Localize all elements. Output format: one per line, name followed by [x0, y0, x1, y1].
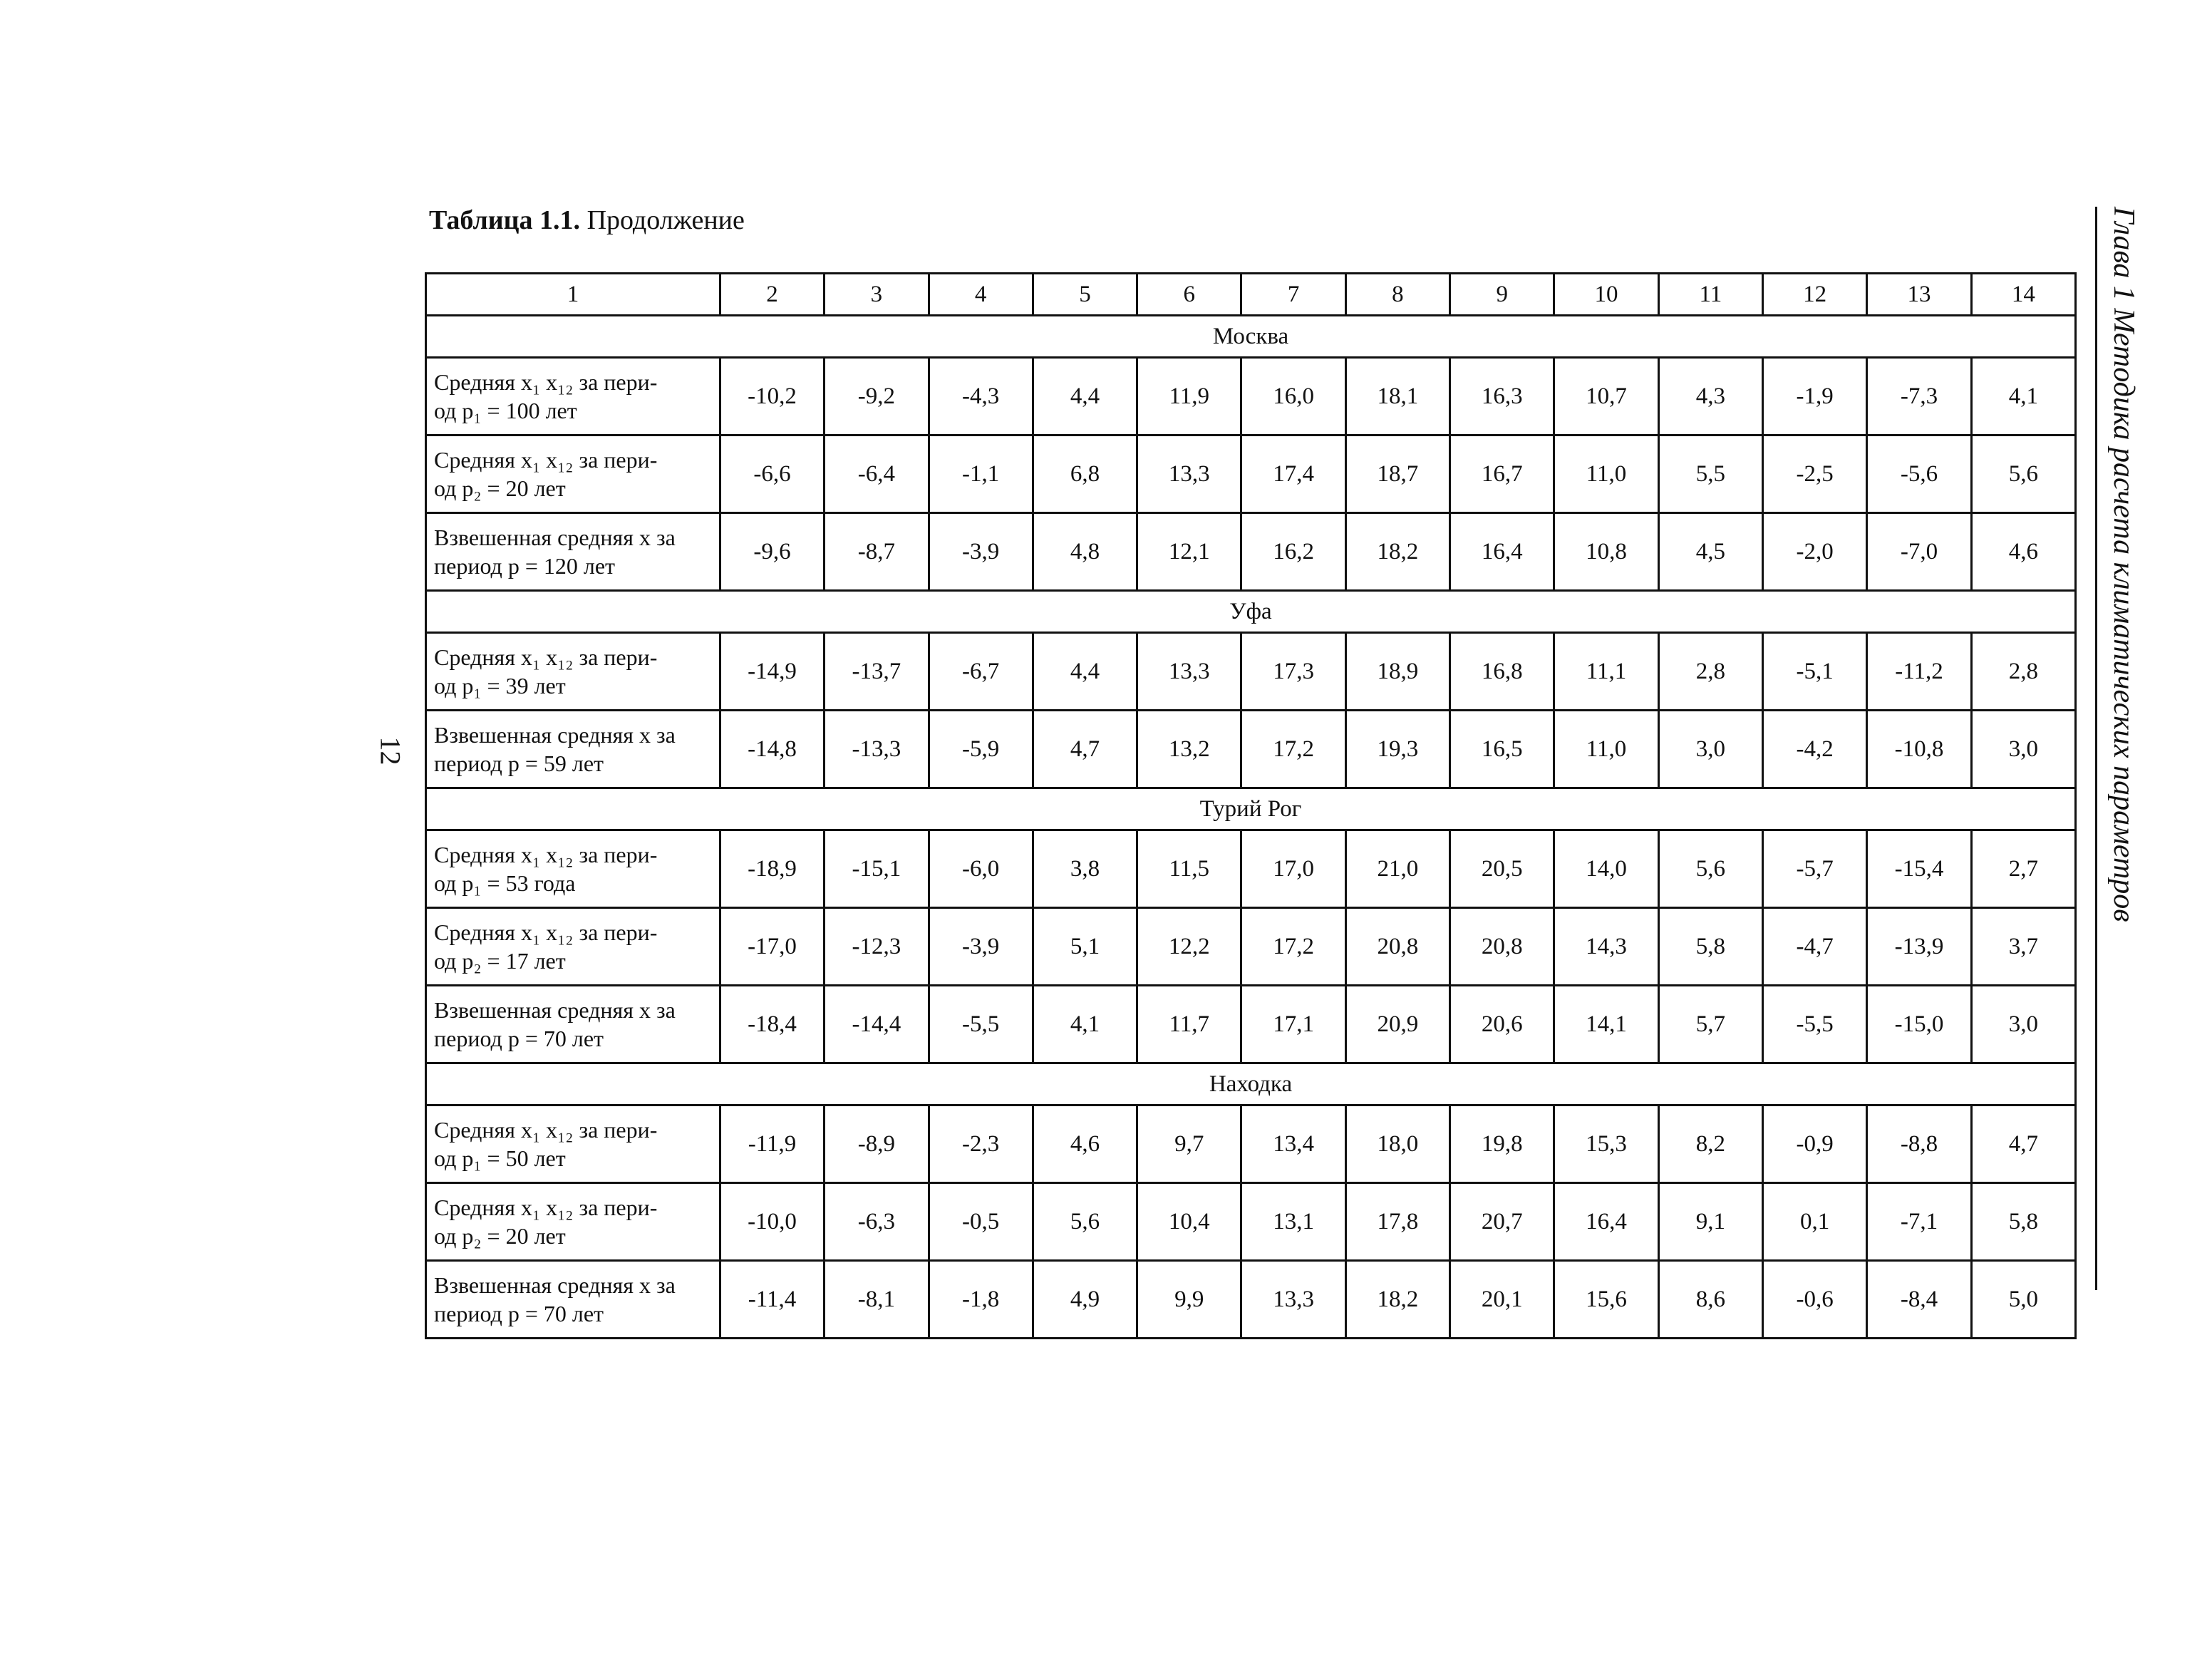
row-label-line1: Средняя x₁ x₁₂ за пери-: [434, 1195, 658, 1220]
table-cell: 4,4: [1033, 633, 1137, 711]
row-label-line2: од p₁ = 50 лет: [434, 1145, 566, 1171]
table-cell: 8,6: [1658, 1261, 1762, 1339]
table-cell: 5,6: [1971, 435, 2075, 513]
table-row: [426, 908, 2076, 986]
table-cell: 5,6: [1658, 830, 1762, 908]
group-row: [426, 1063, 2076, 1105]
table-cell: 10,8: [1554, 513, 1658, 591]
row-label-line1: Взвешенная средняя x за: [434, 722, 676, 748]
table-row: [426, 711, 2076, 788]
table-cell: 17,2: [1241, 711, 1345, 788]
table-cell: 16,3: [1450, 358, 1554, 435]
table-cell: 12,2: [1137, 908, 1241, 986]
row-label-line1: Взвешенная средняя x за: [434, 525, 676, 550]
table-cell: 5,5: [1658, 435, 1762, 513]
column-header-3: 3: [825, 274, 929, 316]
table-cell: 2,8: [1971, 633, 2075, 711]
table-cell: -18,4: [720, 986, 824, 1063]
table-cell: 3,0: [1658, 711, 1762, 788]
table-cell: 16,5: [1450, 711, 1554, 788]
table-row: [426, 1261, 2076, 1339]
table-cell: -5,6: [1867, 435, 1971, 513]
table-cell: 5,8: [1658, 908, 1762, 986]
row-label: [426, 908, 720, 986]
running-head: Глава 1 Методика расчета климатических параметров: [2107, 207, 2140, 922]
table-cell: -8,9: [825, 1105, 929, 1183]
table-cell: -3,9: [929, 513, 1033, 591]
table-cell: 3,8: [1033, 830, 1137, 908]
group-row: [426, 788, 2076, 830]
group-row: [426, 316, 2076, 358]
table-cell: -4,2: [1763, 711, 1867, 788]
column-header-11: 11: [1658, 274, 1762, 316]
table-cell: -0,6: [1763, 1261, 1867, 1339]
table-row: [426, 435, 2076, 513]
table-cell: -10,0: [720, 1183, 824, 1261]
table-row: [426, 358, 2076, 435]
table-cell: 4,7: [1971, 1105, 2075, 1183]
table-cell: -13,7: [825, 633, 929, 711]
table-cell: 3,0: [1971, 986, 2075, 1063]
table-cell: 5,8: [1971, 1183, 2075, 1261]
table-row: [426, 1105, 2076, 1183]
table-cell: -10,2: [720, 358, 824, 435]
table-cell: 4,4: [1033, 358, 1137, 435]
group-title: Уфа: [426, 591, 2076, 633]
table-cell: -0,5: [929, 1183, 1033, 1261]
table-cell: -8,4: [1867, 1261, 1971, 1339]
row-label-line2: од p₁ = 39 лет: [434, 673, 566, 699]
row-label-line2: од p₁ = 53 года: [434, 870, 576, 896]
table-cell: 9,1: [1658, 1183, 1762, 1261]
table-cell: 18,9: [1345, 633, 1449, 711]
table-cell: -13,9: [1867, 908, 1971, 986]
table-caption: [429, 202, 745, 238]
table-cell: 16,0: [1241, 358, 1345, 435]
table-cell: 17,3: [1241, 633, 1345, 711]
row-label: [426, 513, 720, 591]
row-label-line2: од p₂ = 20 лет: [434, 1223, 566, 1249]
table-cell: 0,1: [1763, 1183, 1867, 1261]
table-cell: 10,7: [1554, 358, 1658, 435]
table-cell: 2,8: [1658, 633, 1762, 711]
row-label-line2: период p = 59 лет: [434, 751, 604, 776]
table-cell: 11,7: [1137, 986, 1241, 1063]
table-cell: -7,0: [1867, 513, 1971, 591]
table-cell: 16,8: [1450, 633, 1554, 711]
row-label-line2: од p₂ = 20 лет: [434, 475, 566, 501]
table-cell: -13,3: [825, 711, 929, 788]
table-cell: -1,8: [929, 1261, 1033, 1339]
table-row: [426, 986, 2076, 1063]
table-cell: -6,6: [720, 435, 824, 513]
row-label-line2: период p = 120 лет: [434, 553, 616, 579]
row-label-line2: период p = 70 лет: [434, 1301, 604, 1326]
table-cell: 13,1: [1241, 1183, 1345, 1261]
table-cell: -6,7: [929, 633, 1033, 711]
row-label: [426, 830, 720, 908]
table-cell: -5,5: [929, 986, 1033, 1063]
table-cell: 20,9: [1345, 986, 1449, 1063]
column-header-5: 5: [1033, 274, 1137, 316]
table-cell: 16,4: [1450, 513, 1554, 591]
table-cell: 15,6: [1554, 1261, 1658, 1339]
table-cell: -4,3: [929, 358, 1033, 435]
group-row: [426, 591, 2076, 633]
row-label-line1: Средняя x₁ x₁₂ за пери-: [434, 447, 658, 473]
table-cell: -5,1: [1763, 633, 1867, 711]
climate-table: [425, 272, 2077, 1339]
table-cell: 14,1: [1554, 986, 1658, 1063]
table-cell: 11,1: [1554, 633, 1658, 711]
table-cell: -9,2: [825, 358, 929, 435]
group-title: Москва: [426, 316, 2076, 358]
table-cell: 11,0: [1554, 435, 1658, 513]
row-label-line1: Взвешенная средняя x за: [434, 1272, 676, 1298]
row-label-line1: Средняя x₁ x₁₂ за пери-: [434, 369, 658, 395]
table-cell: 21,0: [1345, 830, 1449, 908]
table-cell: -1,9: [1763, 358, 1867, 435]
table-cell: 13,2: [1137, 711, 1241, 788]
table-caption-text: Продолжение: [580, 205, 745, 235]
table-cell: -7,3: [1867, 358, 1971, 435]
table-cell: 15,3: [1554, 1105, 1658, 1183]
row-label: [426, 1261, 720, 1339]
page-number: 12: [374, 736, 407, 766]
table-cell: 12,1: [1137, 513, 1241, 591]
column-header-7: 7: [1241, 274, 1345, 316]
table-cell: 20,6: [1450, 986, 1554, 1063]
table-cell: 4,5: [1658, 513, 1762, 591]
row-label-line1: Средняя x₁ x₁₂ за пери-: [434, 842, 658, 867]
table-cell: 10,4: [1137, 1183, 1241, 1261]
table-cell: 17,2: [1241, 908, 1345, 986]
table-cell: 16,7: [1450, 435, 1554, 513]
row-label: [426, 1183, 720, 1261]
table-cell: 8,2: [1658, 1105, 1762, 1183]
table-cell: 3,7: [1971, 908, 2075, 986]
table-row: [426, 830, 2076, 908]
table-cell: 13,4: [1241, 1105, 1345, 1183]
table-row: [426, 633, 2076, 711]
column-header-2: 2: [720, 274, 824, 316]
row-label-line1: Средняя x₁ x₁₂ за пери-: [434, 919, 658, 945]
table-cell: -14,4: [825, 986, 929, 1063]
row-label-line1: Средняя x₁ x₁₂ за пери-: [434, 644, 658, 670]
table-cell: 4,9: [1033, 1261, 1137, 1339]
table-cell: -12,3: [825, 908, 929, 986]
table-row: [426, 513, 2076, 591]
row-label-line2: период p = 70 лет: [434, 1026, 604, 1051]
table-cell: 19,8: [1450, 1105, 1554, 1183]
table-cell: -2,3: [929, 1105, 1033, 1183]
table-cell: 20,8: [1345, 908, 1449, 986]
table-cell: -9,6: [720, 513, 824, 591]
table-cell: 14,0: [1554, 830, 1658, 908]
table-cell: 5,7: [1658, 986, 1762, 1063]
table-cell: 20,7: [1450, 1183, 1554, 1261]
group-title: Находка: [426, 1063, 2076, 1105]
table-header-row: [426, 274, 2076, 316]
table-cell: 4,8: [1033, 513, 1137, 591]
column-header-10: 10: [1554, 274, 1658, 316]
row-label-line1: Взвешенная средняя x за: [434, 997, 676, 1023]
table-cell: 18,2: [1345, 513, 1449, 591]
table-cell: -3,9: [929, 908, 1033, 986]
table-cell: -8,8: [1867, 1105, 1971, 1183]
table-cell: 4,6: [1971, 513, 2075, 591]
table-cell: 18,2: [1345, 1261, 1449, 1339]
table-row: [426, 1183, 2076, 1261]
table-cell: 5,6: [1033, 1183, 1137, 1261]
table-body: [426, 316, 2076, 1339]
table-cell: 4,7: [1033, 711, 1137, 788]
table-cell: -14,8: [720, 711, 824, 788]
table-cell: 17,8: [1345, 1183, 1449, 1261]
table-cell: -14,9: [720, 633, 824, 711]
table-cell: -5,7: [1763, 830, 1867, 908]
table-cell: 17,0: [1241, 830, 1345, 908]
table-cell: -6,0: [929, 830, 1033, 908]
table-caption-number: Таблица 1.1.: [429, 205, 581, 235]
row-label: [426, 633, 720, 711]
table-cell: -6,3: [825, 1183, 929, 1261]
table-cell: -15,1: [825, 830, 929, 908]
table-cell: -15,0: [1867, 986, 1971, 1063]
table-cell: -11,9: [720, 1105, 824, 1183]
table-cell: 17,4: [1241, 435, 1345, 513]
table-cell: 6,8: [1033, 435, 1137, 513]
table-cell: -6,4: [825, 435, 929, 513]
table-cell: 11,5: [1137, 830, 1241, 908]
table-cell: 16,4: [1554, 1183, 1658, 1261]
row-label: [426, 711, 720, 788]
group-title: Турий Рог: [426, 788, 2076, 830]
table-cell: -8,1: [825, 1261, 929, 1339]
table-cell: 11,9: [1137, 358, 1241, 435]
table-cell: -11,4: [720, 1261, 824, 1339]
table-cell: 4,6: [1033, 1105, 1137, 1183]
table-cell: -15,4: [1867, 830, 1971, 908]
table-cell: 11,0: [1554, 711, 1658, 788]
column-header-1: 1: [426, 274, 720, 316]
row-label-line2: од p₂ = 17 лет: [434, 948, 566, 974]
row-label: [426, 358, 720, 435]
table-cell: 9,7: [1137, 1105, 1241, 1183]
row-label: [426, 986, 720, 1063]
table-cell: 18,7: [1345, 435, 1449, 513]
column-header-6: 6: [1137, 274, 1241, 316]
table-cell: -18,9: [720, 830, 824, 908]
table-cell: 19,3: [1345, 711, 1449, 788]
table-cell: -2,0: [1763, 513, 1867, 591]
table-cell: 13,3: [1241, 1261, 1345, 1339]
running-head-rule: [2095, 207, 2097, 1290]
column-header-4: 4: [929, 274, 1033, 316]
table-cell: 20,5: [1450, 830, 1554, 908]
table-cell: 9,9: [1137, 1261, 1241, 1339]
table-cell: -5,9: [929, 711, 1033, 788]
row-label-line2: од p₁ = 100 лет: [434, 398, 577, 423]
table-cell: 20,8: [1450, 908, 1554, 986]
column-header-9: 9: [1450, 274, 1554, 316]
table-cell: 20,1: [1450, 1261, 1554, 1339]
table-cell: -10,8: [1867, 711, 1971, 788]
table-cell: -0,9: [1763, 1105, 1867, 1183]
table-cell: 3,0: [1971, 711, 2075, 788]
table-cell: -4,7: [1763, 908, 1867, 986]
table-cell: -7,1: [1867, 1183, 1971, 1261]
column-header-8: 8: [1345, 274, 1449, 316]
table-cell: 4,1: [1971, 358, 2075, 435]
table-cell: -5,5: [1763, 986, 1867, 1063]
table-cell: -8,7: [825, 513, 929, 591]
table-cell: 4,3: [1658, 358, 1762, 435]
table-cell: 17,1: [1241, 986, 1345, 1063]
row-label: [426, 1105, 720, 1183]
row-label-line1: Средняя x₁ x₁₂ за пери-: [434, 1117, 658, 1143]
table-cell: 5,1: [1033, 908, 1137, 986]
table-cell: 16,2: [1241, 513, 1345, 591]
table-cell: 13,3: [1137, 435, 1241, 513]
table-cell: -2,5: [1763, 435, 1867, 513]
column-header-12: 12: [1763, 274, 1867, 316]
table-cell: -11,2: [1867, 633, 1971, 711]
table-cell: 14,3: [1554, 908, 1658, 986]
table-cell: -17,0: [720, 908, 824, 986]
column-header-13: 13: [1867, 274, 1971, 316]
table-cell: 5,0: [1971, 1261, 2075, 1339]
table-cell: -1,1: [929, 435, 1033, 513]
row-label: [426, 435, 720, 513]
table-cell: 4,1: [1033, 986, 1137, 1063]
column-header-14: 14: [1971, 274, 2075, 316]
table-cell: 13,3: [1137, 633, 1241, 711]
table-cell: 18,1: [1345, 358, 1449, 435]
table-cell: 2,7: [1971, 830, 2075, 908]
table-cell: 18,0: [1345, 1105, 1449, 1183]
